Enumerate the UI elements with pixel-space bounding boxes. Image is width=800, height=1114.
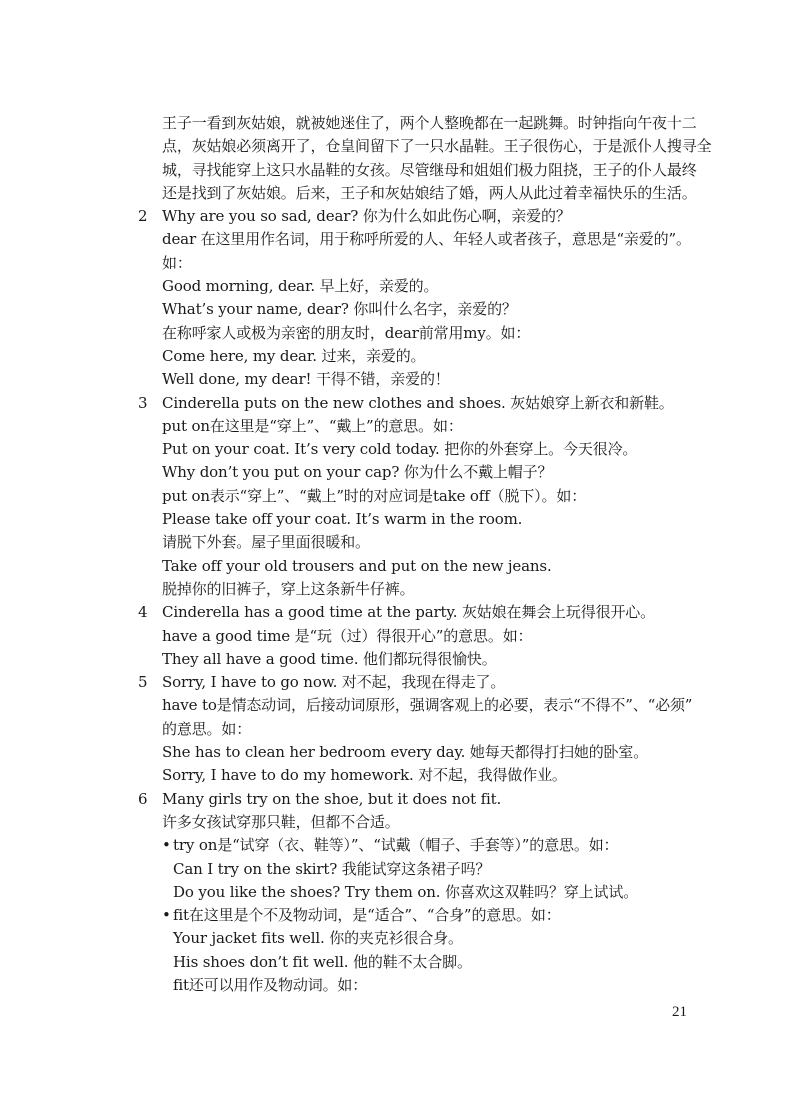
intro-line: 点，灰姑娘必须离开了，仓皇间留下了一只水晶鞋。王子很伤心，于是派仆人搜寻全 (162, 137, 712, 156)
note-sentence (138, 671, 708, 694)
note-line: Can I try on the skirt? 我能试穿这条裙子吗？ (173, 859, 491, 878)
bullet-head: try on是“试穿（衣、鞋等）”、“试戴（帽子、手套等）”的意思。如： (173, 836, 619, 855)
page-number: 21 (672, 1004, 687, 1020)
bullet-item (138, 904, 708, 927)
bullet-dot-icon: • (162, 836, 171, 855)
note-line: Why don’t you put on your cap? 你为什么不戴上帽子？ (162, 463, 553, 482)
note-line: Please take off your coat. It’s warm in the room. (162, 510, 523, 529)
intro-line: 王子一看到灰姑娘，就被她迷住了，两个人整晚都在一起跳舞。时钟指向午夜十二 (162, 114, 697, 132)
note-line: Come here, my dear. 过来，亲爱的。 (162, 346, 426, 365)
note-number: 2 (138, 207, 148, 226)
note-number: 4 (138, 603, 148, 622)
note-sentence-text: Cinderella puts on the new clothes and shoes. 灰姑娘穿上新衣和新鞋。 (162, 393, 674, 412)
note-sentence (138, 601, 708, 624)
note-line: Your jacket fits well. 你的夹克衫很合身。 (173, 929, 463, 948)
note-sentence (138, 788, 708, 811)
note-line: His shoes don’t fit well. 他的鞋不太合脚。 (173, 952, 472, 971)
note-line: She has to clean her bedroom every day. 她每天都得打扫她的卧室。 (162, 743, 649, 762)
note-line: Well done, my dear! 干得不错，亲爱的！ (162, 370, 450, 389)
bullet-item (138, 834, 708, 857)
note-sentence-text: Why are you so sad, dear? 你为什么如此伤心啊，亲爱的？ (162, 207, 571, 226)
note-line: 在称呼家人或极为亲密的朋友时，dear前常用my。如： (162, 323, 531, 342)
note-number: 5 (138, 673, 148, 692)
note-line: fit还可以用作及物动词。如： (173, 975, 368, 994)
note-line: Sorry, I have to do my homework. 对不起，我得做作业。 (162, 766, 567, 785)
bullet-head: fit在这里是个不及物动词，是“适合”、“合身”的意思。如： (173, 906, 561, 925)
page-content (138, 112, 712, 997)
note-line: What’s your name, dear? 你叫什么名字，亲爱的？ (162, 300, 517, 319)
note-number: 3 (138, 393, 148, 412)
note-sentence-text: Many girls try on the shoe, but it does not fit. (162, 789, 502, 808)
note-sentence-text: Cinderella has a good time at the party. 灰姑娘在舞会上玩得很开心。 (162, 603, 656, 622)
intro-line: 城，寻找能穿上这只水晶鞋的女孩。尽管继母和姐姐们极力阻挠，王子的仆人最终 (162, 160, 697, 179)
note-sentence (138, 392, 708, 415)
note-line: have to是情态动词，后接动词原形，强调客观上的必要，表示“不得不”、“必须” (162, 696, 693, 715)
note-line: 如： (162, 253, 192, 272)
note-line: Good morning, dear. 早上好，亲爱的。 (162, 277, 439, 296)
note-line: 脱掉你的旧裤子，穿上这条新牛仔裤。 (162, 579, 415, 598)
note-line: 许多女孩试穿那只鞋，但都不合适。 (162, 812, 400, 831)
note-line: Take off your old trousers and put on the new jeans. (162, 556, 552, 575)
note-sentence-text: Sorry, I have to go now. 对不起，我现在得走了。 (162, 673, 506, 692)
note-line: put on在这里是“穿上”、“戴上”的意思。如： (162, 416, 463, 435)
bullet-dot-icon: • (162, 906, 171, 925)
note-line: Do you like the shoes? Try them on. 你喜欢这双鞋吗？穿上试试。 (173, 882, 639, 901)
note-line: dear 在这里用作名词，用于称呼所爱的人、年轻人或者孩子，意思是“亲爱的”。 (162, 230, 691, 249)
note-number: 6 (138, 789, 148, 808)
note-line: They all have a good time. 他们都玩得很愉快。 (162, 649, 497, 668)
intro-line: 还是找到了灰姑娘。后来，王子和灰姑娘结了婚，两人从此过着幸福快乐的生活。 (162, 183, 697, 202)
note-line: put on表示“穿上”、“戴上”时的对应词是take off（脱下）。如： (162, 486, 587, 505)
note-line: 请脱下外套。屋子里面很暖和。 (162, 533, 370, 552)
note-line: have a good time 是“玩（过）得很开心”的意思。如： (162, 626, 533, 645)
note-line: 的意思。如： (162, 719, 252, 738)
note-line: Put on your coat. It’s very cold today. 把你的外套穿上。今天很冷。 (162, 440, 638, 459)
note-sentence (138, 205, 708, 228)
